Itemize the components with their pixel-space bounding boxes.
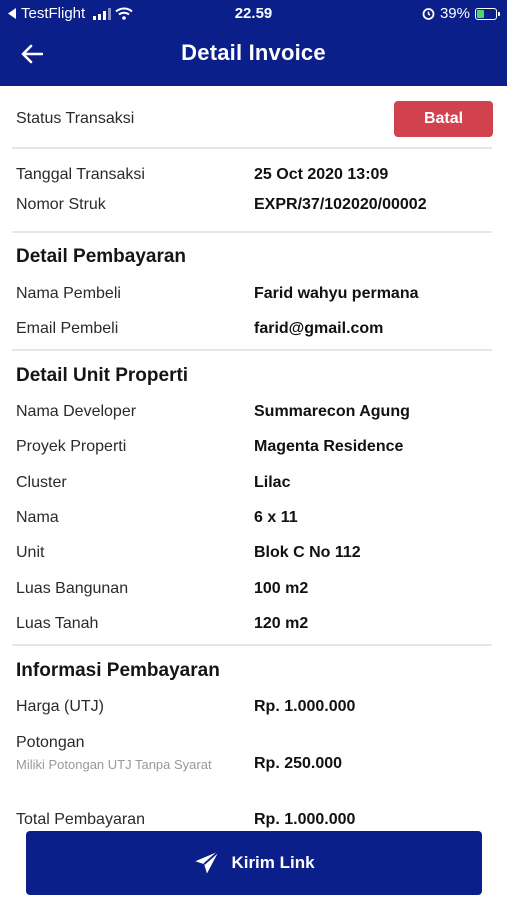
discount-label: Potongan xyxy=(16,734,85,751)
developer-value: Summarecon Agung xyxy=(254,403,410,420)
receipt-number-label: Nomor Struk xyxy=(16,196,106,213)
land-area-label: Luas Tanah xyxy=(16,615,99,632)
clock-time: 22.59 xyxy=(234,5,273,22)
transaction-date-label: Tanggal Transaksi xyxy=(16,166,145,183)
unit-value: Blok C No 112 xyxy=(254,544,361,561)
discount-value: Rp. 250.000 xyxy=(254,755,343,772)
invoice-content[interactable] xyxy=(0,86,507,830)
buyer-email-label: Email Pembeli xyxy=(16,320,119,337)
divider xyxy=(12,231,492,233)
divider xyxy=(12,644,492,646)
project-label: Proyek Properti xyxy=(16,438,127,455)
section-title-property-detail: Detail Unit Properti xyxy=(16,365,189,386)
divider xyxy=(12,147,492,149)
total-payment-label: Total Pembayaran xyxy=(16,811,145,828)
building-area-label: Luas Bangunan xyxy=(16,580,129,597)
app-header xyxy=(0,0,507,86)
cluster-label: Cluster xyxy=(16,474,67,491)
send-link-button[interactable] xyxy=(26,831,482,895)
battery-level-fill xyxy=(477,10,484,18)
alarm-icon xyxy=(422,7,435,20)
developer-label: Nama Developer xyxy=(16,403,137,420)
land-area-value: 120 m2 xyxy=(254,615,309,632)
buyer-email-value: farid@gmail.com xyxy=(254,320,384,337)
price-label: Harga (UTJ) xyxy=(16,698,105,715)
unit-type-value: 6 x 11 xyxy=(254,509,298,526)
section-title-payment-info: Informasi Pembayaran xyxy=(16,660,220,681)
battery-icon xyxy=(475,8,497,20)
send-link-label: Kirim Link xyxy=(231,853,315,872)
status-bar xyxy=(0,0,507,28)
price-value: Rp. 1.000.000 xyxy=(254,698,356,715)
cluster-value: Lilac xyxy=(254,474,291,491)
receipt-number-value: EXPR/37/102020/00002 xyxy=(254,196,427,213)
building-area-value: 100 m2 xyxy=(254,580,309,597)
status-label: Status Transaksi xyxy=(16,110,135,127)
unit-label: Unit xyxy=(16,544,45,561)
section-title-payment-detail: Detail Pembayaran xyxy=(16,246,187,267)
buyer-name-label: Nama Pembeli xyxy=(16,285,121,302)
page-title: Detail Invoice xyxy=(181,40,326,65)
unit-type-label: Nama xyxy=(16,509,59,526)
project-value: Magenta Residence xyxy=(254,438,404,455)
transaction-date-value: 25 Oct 2020 13:09 xyxy=(254,166,389,183)
paper-plane-icon xyxy=(193,849,221,877)
total-payment-value: Rp. 1.000.000 xyxy=(254,811,356,828)
status-badge: Batal xyxy=(394,101,493,137)
buyer-name-value: Farid wahyu permana xyxy=(254,285,419,302)
divider xyxy=(12,349,492,351)
discount-note: Miliki Potongan UTJ Tanpa Syarat xyxy=(16,757,212,772)
battery-percent: 39% xyxy=(439,5,470,22)
status-bar-right xyxy=(422,5,497,22)
carrier-label: TestFlight xyxy=(21,5,86,22)
